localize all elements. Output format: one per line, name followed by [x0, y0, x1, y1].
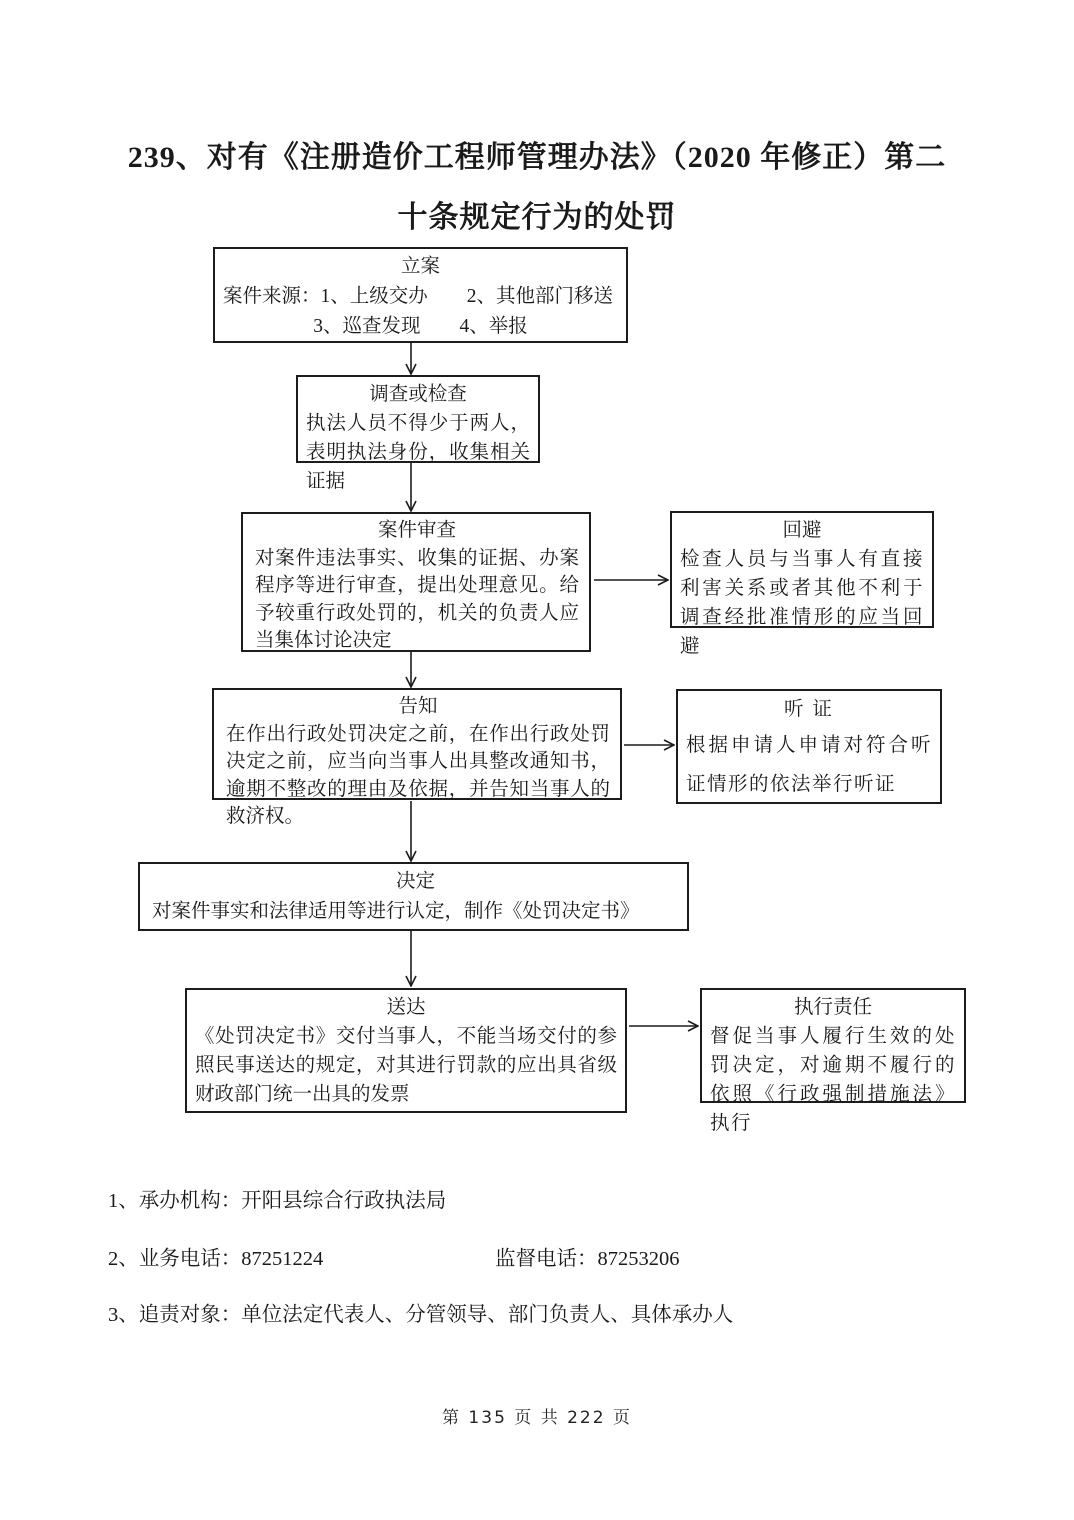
- arrow-down-icon: [403, 652, 419, 688]
- flow-box-execution: [700, 988, 966, 1134]
- flow-box-execution-title: 执行责任: [793, 997, 872, 1018]
- page-title: [0, 128, 1074, 248]
- flow-box-hearing-body: 根据申请人申请对符合听证情形的依法举行听证: [686, 735, 932, 795]
- flow-box-recusal: [670, 511, 934, 657]
- flow-box-notification-body: 在作出行政处罚决定之前，在作出行政处罚决定之前，应当向当事人出具整改通知书，逾期不整改的理由及依据，并告知当事人的救济权。: [226, 723, 610, 827]
- page-title-line-2: 十条规定行为的处罚: [397, 201, 677, 234]
- flow-box-recusal-title: 回避: [782, 520, 822, 541]
- note-item-2-business-phone: 2、业务电话：87251224: [108, 1248, 324, 1270]
- flow-box-review-body: 对案件违法事实、收集的证据、办案程序等进行审查，提出处理意见。给予较重行政处罚的，机关的负责人应当集体讨论决定: [255, 547, 579, 651]
- flow-box-review: [241, 512, 591, 652]
- arrow-right-icon: [629, 1018, 699, 1034]
- arrow-down-icon: [403, 463, 419, 512]
- arrow-right-icon: [594, 572, 669, 588]
- flow-box-delivery: [185, 988, 627, 1113]
- flow-box-delivery-title: 送达: [386, 997, 426, 1018]
- note-item-1: 1、承办机构：开阳县综合行政执法局: [108, 1190, 447, 1212]
- flow-box-investigation-body: 执法人员不得少于两人，表明执法身份，收集相关证据: [306, 413, 530, 492]
- page-title-line-1: 239、对有《注册造价工程师管理办法》（2020 年修正）第二: [127, 141, 947, 174]
- flow-box-decision-title: 决定: [395, 871, 435, 892]
- flow-box-notification: [212, 688, 622, 827]
- arrow-down-icon: [403, 801, 419, 862]
- note-item-2-supervision-phone: 监督电话：87253206: [495, 1248, 680, 1270]
- flow-box-investigation-title: 调查或检查: [369, 384, 467, 405]
- flow-box-recusal-body: 检查人员与当事人有直接利害关系或者其他不利于调查经批准情形的应当回避: [680, 549, 924, 657]
- flow-box-investigation: [296, 375, 540, 492]
- flow-box-filing-title: 立案: [400, 256, 440, 277]
- note-item-3: 3、追责对象：单位法定代表人、分管领导、部门负责人、具体承办人: [108, 1304, 734, 1326]
- flow-box-notification-title: 告知: [398, 696, 438, 717]
- arrow-down-icon: [403, 342, 419, 375]
- flow-box-execution-body: 督促当事人履行生效的处罚决定，对逾期不履行的依照《行政强制措施法》执行: [710, 1026, 956, 1134]
- flow-box-filing-line1: 案件来源：1、上级交办 2、其他部门移送: [223, 286, 614, 307]
- flow-box-filing-line2: 3、巡查发现 4、举报: [313, 316, 528, 337]
- flow-box-review-title: 案件审查: [377, 520, 456, 541]
- page-number: 第 135 页 共 222 页: [442, 1408, 632, 1428]
- arrow-down-icon: [403, 930, 419, 987]
- arrow-right-icon: [624, 737, 675, 753]
- flow-box-delivery-body: 《处罚决定书》交付当事人，不能当场交付的参照民事送达的规定，对其进行罚款的应出具省级财政部门统一出具的发票: [195, 1026, 617, 1105]
- flow-box-decision-body: 对案件事实和法律适用等进行认定，制作《处罚决定书》: [152, 901, 640, 922]
- flow-box-hearing: [676, 689, 942, 804]
- flow-box-filing: [213, 247, 628, 343]
- flow-box-hearing-title: 听 证: [784, 699, 834, 720]
- flow-box-decision: [138, 862, 689, 931]
